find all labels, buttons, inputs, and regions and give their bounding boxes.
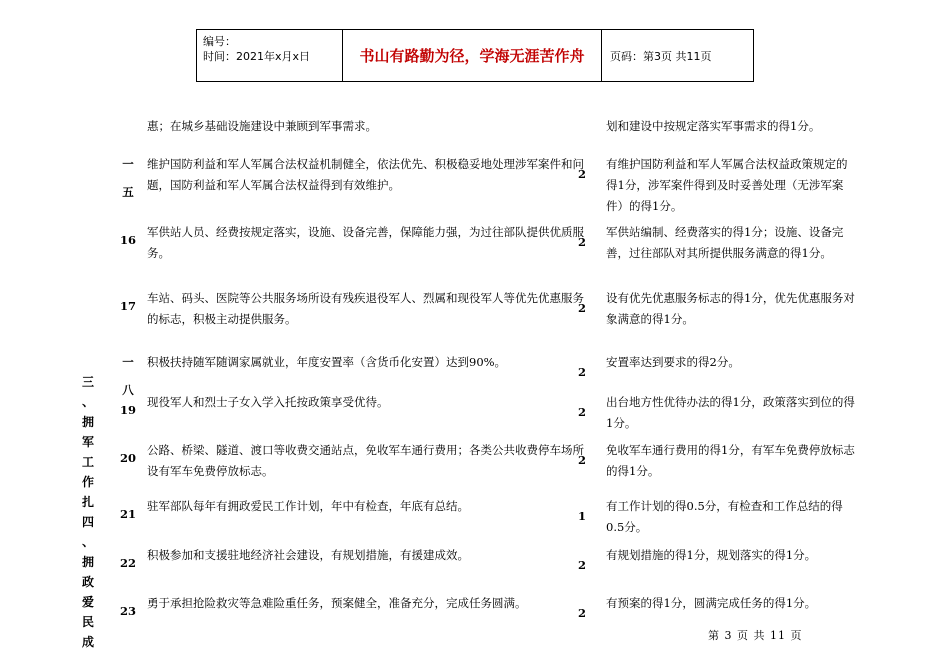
row-number: 22 [119,556,136,570]
header-motto: 书山有路勤为径，学海无涯苦作舟 [343,30,602,81]
section-char: 工 [81,455,94,469]
row-scoring-criteria: 设有优先优惠服务标志的得1分，优先优惠服务对象满意的得1分。 [606,291,855,326]
row-number-char: 一 [122,157,134,171]
section-char: 、 [81,535,94,549]
row-score: 2 [577,558,586,572]
row-requirement: 车站、码头、医院等公共服务场所设有残疾退役军人、烈属和现役军人等优先优惠服务的标志，积极主动提供服务。 [147,291,584,326]
row-number-char: 一 [122,355,134,369]
section-char: 军 [81,435,94,449]
row-score: 2 [577,235,586,249]
row-scoring-criteria: 免收军车通行费用的得1分，有军车免费停放标志的得1分。 [606,443,855,478]
row-requirement: 现役军人和烈士子女入学入托按政策享受优待。 [147,395,389,409]
row-requirement: 勇于承担抢险救灾等急难险重任务，预案健全，准备充分，完成任务圆满。 [147,596,527,610]
section-char: 四 [81,515,94,529]
row-requirement: 积极扶持随军随调家属就业，年度安置率（含货币化安置）达到90%。 [147,355,507,369]
section-char: 政 [81,575,94,589]
row-score: 2 [577,453,586,467]
section-char: 作 [81,475,94,489]
row-number: 20 [119,451,136,465]
row-requirement: 军供站人员、经费按规定落实，设施、设备完善，保障能力强，为过往部队提供优质服务。 [147,225,584,260]
section-char: 三 [81,375,94,389]
row-scoring-criteria: 划和建设中按规定落实军事需求的得1分。 [606,119,821,133]
row-scoring-criteria: 军供站编制、经费落实的得1分；设施、设备完善，过往部队对其所提供服务满意的得1分。 [606,225,844,260]
header-time-label: 时间：2021年x月x日 [203,50,311,63]
header-number-label: 编号： [203,35,236,48]
section-label-1 [70,372,106,512]
row-number: 23 [119,604,136,618]
row-score: 2 [577,167,586,181]
row-scoring-criteria: 有工作计划的得0.5分，有检查和工作总结的得0.5分。 [606,499,843,534]
row-number: 21 [119,507,136,521]
row-score: 2 [577,365,586,379]
row-scoring-criteria: 有维护国防利益和军人军属合法权益政策规定的得1分，涉军案件得到及时妥善处理（无涉军案件）的得1分。 [606,157,848,213]
row-requirement: 积极参加和支援驻地经济社会建设，有规划措施，有援建成效。 [147,548,469,562]
section-label-2-text [70,512,106,652]
row-number [108,348,148,404]
section-char: 爱 [81,595,94,609]
row-scoring-criteria: 有规划措施的得1分，规划落实的得1分。 [606,548,817,562]
page-header [196,29,754,82]
row-number: 17 [119,299,136,313]
row-score: 2 [577,301,586,315]
row-number [108,150,148,206]
row-score: 2 [577,606,586,620]
row-requirement: 驻军部队每年有拥政爱民工作计划，年中有检查，年底有总结。 [147,499,469,513]
row-number-char: 八 [122,383,134,397]
row-scoring-criteria: 出台地方性优待办法的得1分，政策落实到位的得1分。 [606,395,855,430]
section-char: 拥 [81,415,94,429]
row-number: 16 [119,233,136,247]
row-number-char: 五 [122,185,134,199]
section-label-2 [70,512,106,652]
section-char: 成 [81,635,94,649]
row-score: 2 [577,405,586,419]
section-char: 民 [81,615,94,629]
header-page-info: 页码：第3页 共11页 [610,49,712,63]
section-char: 拥 [81,555,94,569]
row-scoring-criteria: 有预案的得1分，圆满完成任务的得1分。 [606,596,817,610]
header-meta [197,30,343,81]
row-scoring-criteria: 安置率达到要求的得2分。 [606,355,740,369]
row-requirement: 维护国防利益和军人军属合法权益机制健全，依法优先、积极稳妥地处理涉军案件和问题，国防利益和军人军属合法权益得到有效维护。 [147,157,584,192]
row-requirement: 惠；在城乡基础设施建设中兼顾到军事需求。 [147,119,377,133]
section-label-1-text [70,372,106,512]
row-requirement: 公路、桥梁、隧道、渡口等收费交通站点，免收军车通行费用；各类公共收费停车场所设有军车免费停放标志。 [147,443,584,478]
section-char: 、 [81,395,94,409]
page-footer: 第 3 页 共 11 页 [708,629,803,642]
row-score: 1 [577,509,586,523]
row-number: 19 [119,403,136,417]
section-char: 扎 [81,495,94,509]
